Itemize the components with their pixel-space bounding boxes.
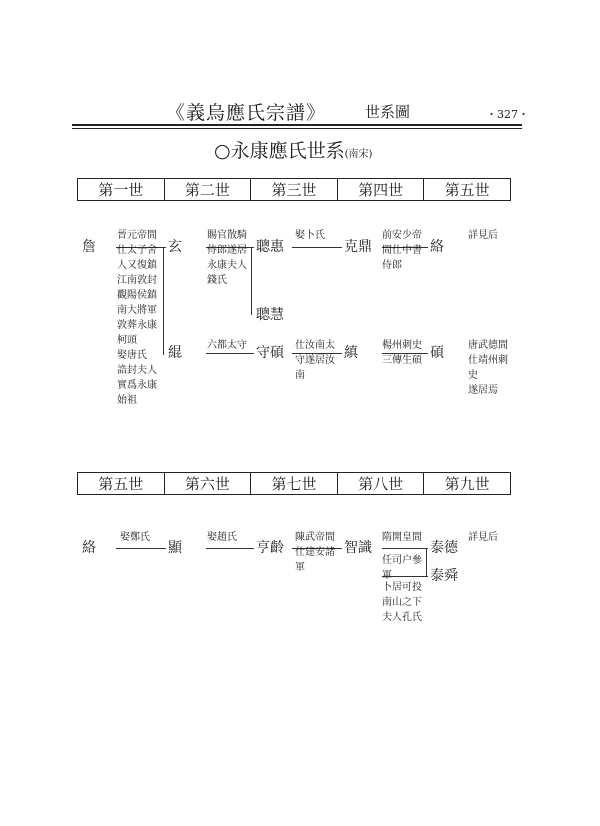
person-name: 詹 [82, 239, 96, 255]
section-note: (南宋) [344, 149, 373, 160]
gen-cell: 第六世 [164, 473, 251, 495]
person-name: 亨齡 [256, 540, 284, 556]
gen-cell: 第二世 [164, 179, 251, 201]
page-number: ・327・ [486, 108, 529, 121]
biography-note: 仕汝南太 守遂居汝 南 [295, 340, 335, 381]
person-name: 緄 [168, 345, 182, 361]
biography-note: 娶卜氏 [295, 230, 325, 241]
biography-note: 唐武德間 仕靖州刺 史 遂居焉 [468, 340, 508, 396]
gen-cell: 第七世 [251, 473, 338, 495]
header-rule-thin [72, 128, 522, 129]
biography-note: 隋開皇間 [382, 532, 422, 543]
header-rule-thick [72, 124, 522, 126]
book-title: 《義烏應氏宗譜》 [166, 102, 327, 124]
connector-line [251, 247, 252, 315]
person-name: 克鼎 [344, 239, 372, 255]
biography-note: 娶趙氏 [207, 532, 237, 543]
person-name: 聰惠 [256, 239, 284, 255]
person-name: 縝 [344, 345, 358, 361]
connector-line [116, 548, 166, 549]
biography-note: 前安少帝 間仕中書 侍郎 [382, 230, 422, 271]
connector-line [206, 353, 254, 354]
biography-note: 詳見后 [468, 230, 498, 241]
person-name: 玄 [168, 239, 182, 255]
gen-cell: 第四世 [337, 179, 424, 201]
connector-line [206, 548, 254, 549]
gen-cell: 第八世 [337, 473, 424, 495]
person-name: 顯 [168, 540, 182, 556]
person-name: 智識 [344, 540, 372, 556]
person-name: 碩 [430, 345, 444, 361]
biography-note: 詳見后 [468, 532, 498, 543]
generation-table-2 [77, 472, 511, 495]
person-name: 泰德 [430, 540, 458, 556]
biography-note: 楊州刺史 三傳生碩 [382, 340, 422, 366]
person-name: 絡 [430, 239, 444, 255]
biography-note: 娶鄭氏 [120, 532, 150, 543]
connector-line [426, 548, 427, 576]
person-name: 泰舜 [430, 568, 458, 584]
gen-cell: 第五世 [78, 473, 165, 495]
biography-note: 任司户參 軍 [382, 555, 422, 581]
generation-header-row [78, 179, 511, 201]
person-name: 守碩 [256, 345, 284, 361]
generation-table-1 [77, 178, 511, 201]
person-name: 聰慧 [256, 307, 284, 323]
person-name: 絡 [82, 540, 96, 556]
section-title: ○永康應氏世系(南宋) [214, 140, 373, 162]
biography-note: 六都太守 [207, 340, 247, 351]
generation-header-row [78, 473, 511, 495]
gen-cell: 第五世 [424, 179, 511, 201]
biography-note: 陳武帝間 仕建安諸 軍 [295, 532, 335, 573]
connector-line [382, 548, 428, 549]
gen-cell: 第一世 [78, 179, 165, 201]
section-label: 世系圖 [365, 103, 411, 121]
biography-note: 賜官散騎 侍郎遂居 永康夫人 錢氏 [207, 230, 247, 286]
biography-note: 晉元帝間 仕太子舍 人又復鎮 江南敦封 觀陽侯鎮 南大將軍 敦葬永康 柯頭 娶唐氏 誥封夫人 實爲永康 始祖 [117, 230, 157, 406]
connector-line [292, 247, 342, 248]
connector-line [163, 247, 164, 355]
gen-cell: 第九世 [424, 473, 511, 495]
gen-cell: 第三世 [251, 179, 338, 201]
biography-note: 卜居可投 南山之下 夫人孔氏 [382, 582, 422, 623]
